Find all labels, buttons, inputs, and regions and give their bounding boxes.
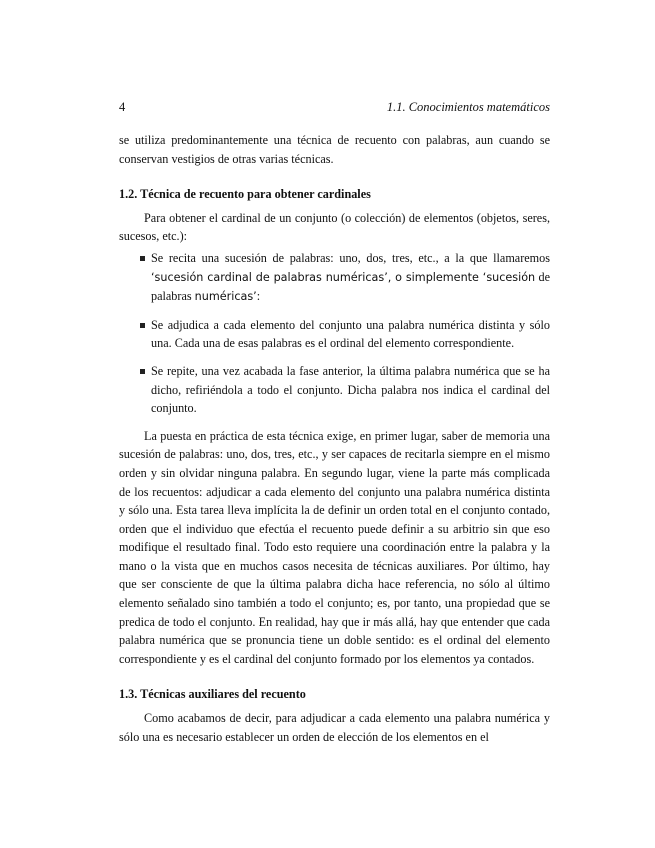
section-heading-1-3: 1.3. Técnicas auxiliares del recuento [119,687,306,702]
running-title: 1.1. Conocimientos matemáticos [386,100,550,114]
list-item [119,249,550,307]
bullet-3-text: Se repite, una vez acabada la fase anterior, la última palabra numérica que se ha dicho, refiriéndola a todo el conjunto. Dicha palabra nos indica el cardinal del conjunto. [151,363,550,416]
page-body [119,131,550,746]
list-item [119,316,550,353]
list-item [119,362,550,418]
bullet-2-text: Se adjudica a cada elemento del conjunto una palabra numérica distinta y sólo una. Cada una de esas palabras es el ordinal del elemento correspondiente. [151,317,550,351]
page-number: 4 [119,100,126,114]
square-bullet-icon [140,323,145,328]
square-bullet-icon [140,369,145,374]
bullet-1-colon: : [256,289,261,304]
bullet-list [119,249,550,418]
section-1-2-paragraph: La puesta en práctica de esta técnica exige, en primer lugar, saber de memoria una sucesión de palabras: uno, dos, tres, etc., y ser capaces de recitarla siempre en el mismo orden y sin olvidar ninguna palabra. En segundo lugar, viene la parte más complicada de los recuentos: adjudicar a cada elemento del conjunto una palabra numérica distinta y sólo una. Esta tarea lleva implícita la de definir un orden total en el conjunto contado, orden que el individuo que efectúa el recuento puede definir a su arbitrio sin que eso modifique el resultado final. Todo esto requiere una coordinación entre la palabra y la mano o la vista que en muchos casos necesita de técnicas auxiliares. Por último, hay que ser consciente de que la última palabra dicha hace referencia, no sólo al último elemento señalado sino también a todo el conjunto; es, por tanto, una propiedad que se predica de todo el conjunto. En realidad, hay que ir más allá, hay que entender que cada palabra numérica que se pronuncia tiene un doble sentido: es el ordinal del elemento correspondiente y es el cardinal del conjunto formado por los elementos ya contados. [119,428,550,666]
square-bullet-icon [140,256,145,261]
intro-paragraph: se utiliza predominantemente una técnica de recuento con palabras, aun cuando se conservan vestigios de otras varias técnicas. [119,133,550,166]
section-heading-1-2: 1.2. Técnica de recuento para obtener cardinales [119,187,371,202]
bullet-1-term: ‘sucesión cardinal de palabras numéricas’, o simplemente ‘sucesión [151,270,536,284]
bullet-1-text-cont: de palabras [151,269,550,304]
section-1-3-paragraph: Como acabamos de decir, para adjudicar a cada elemento una palabra numérica y sólo una es necesario establecer un orden de elección de los elementos en el [119,711,550,744]
bullet-1-term-end: numéricas’ [194,290,257,304]
section-1-2-lead: Para obtener el cardinal de un conjunto (o colección) de elementos (objetos, seres, sucesos, etc.): [119,210,550,244]
bullet-1-text: Se recita una sucesión de palabras: uno, dos, tres, etc., a la que llamaremos [151,250,550,265]
